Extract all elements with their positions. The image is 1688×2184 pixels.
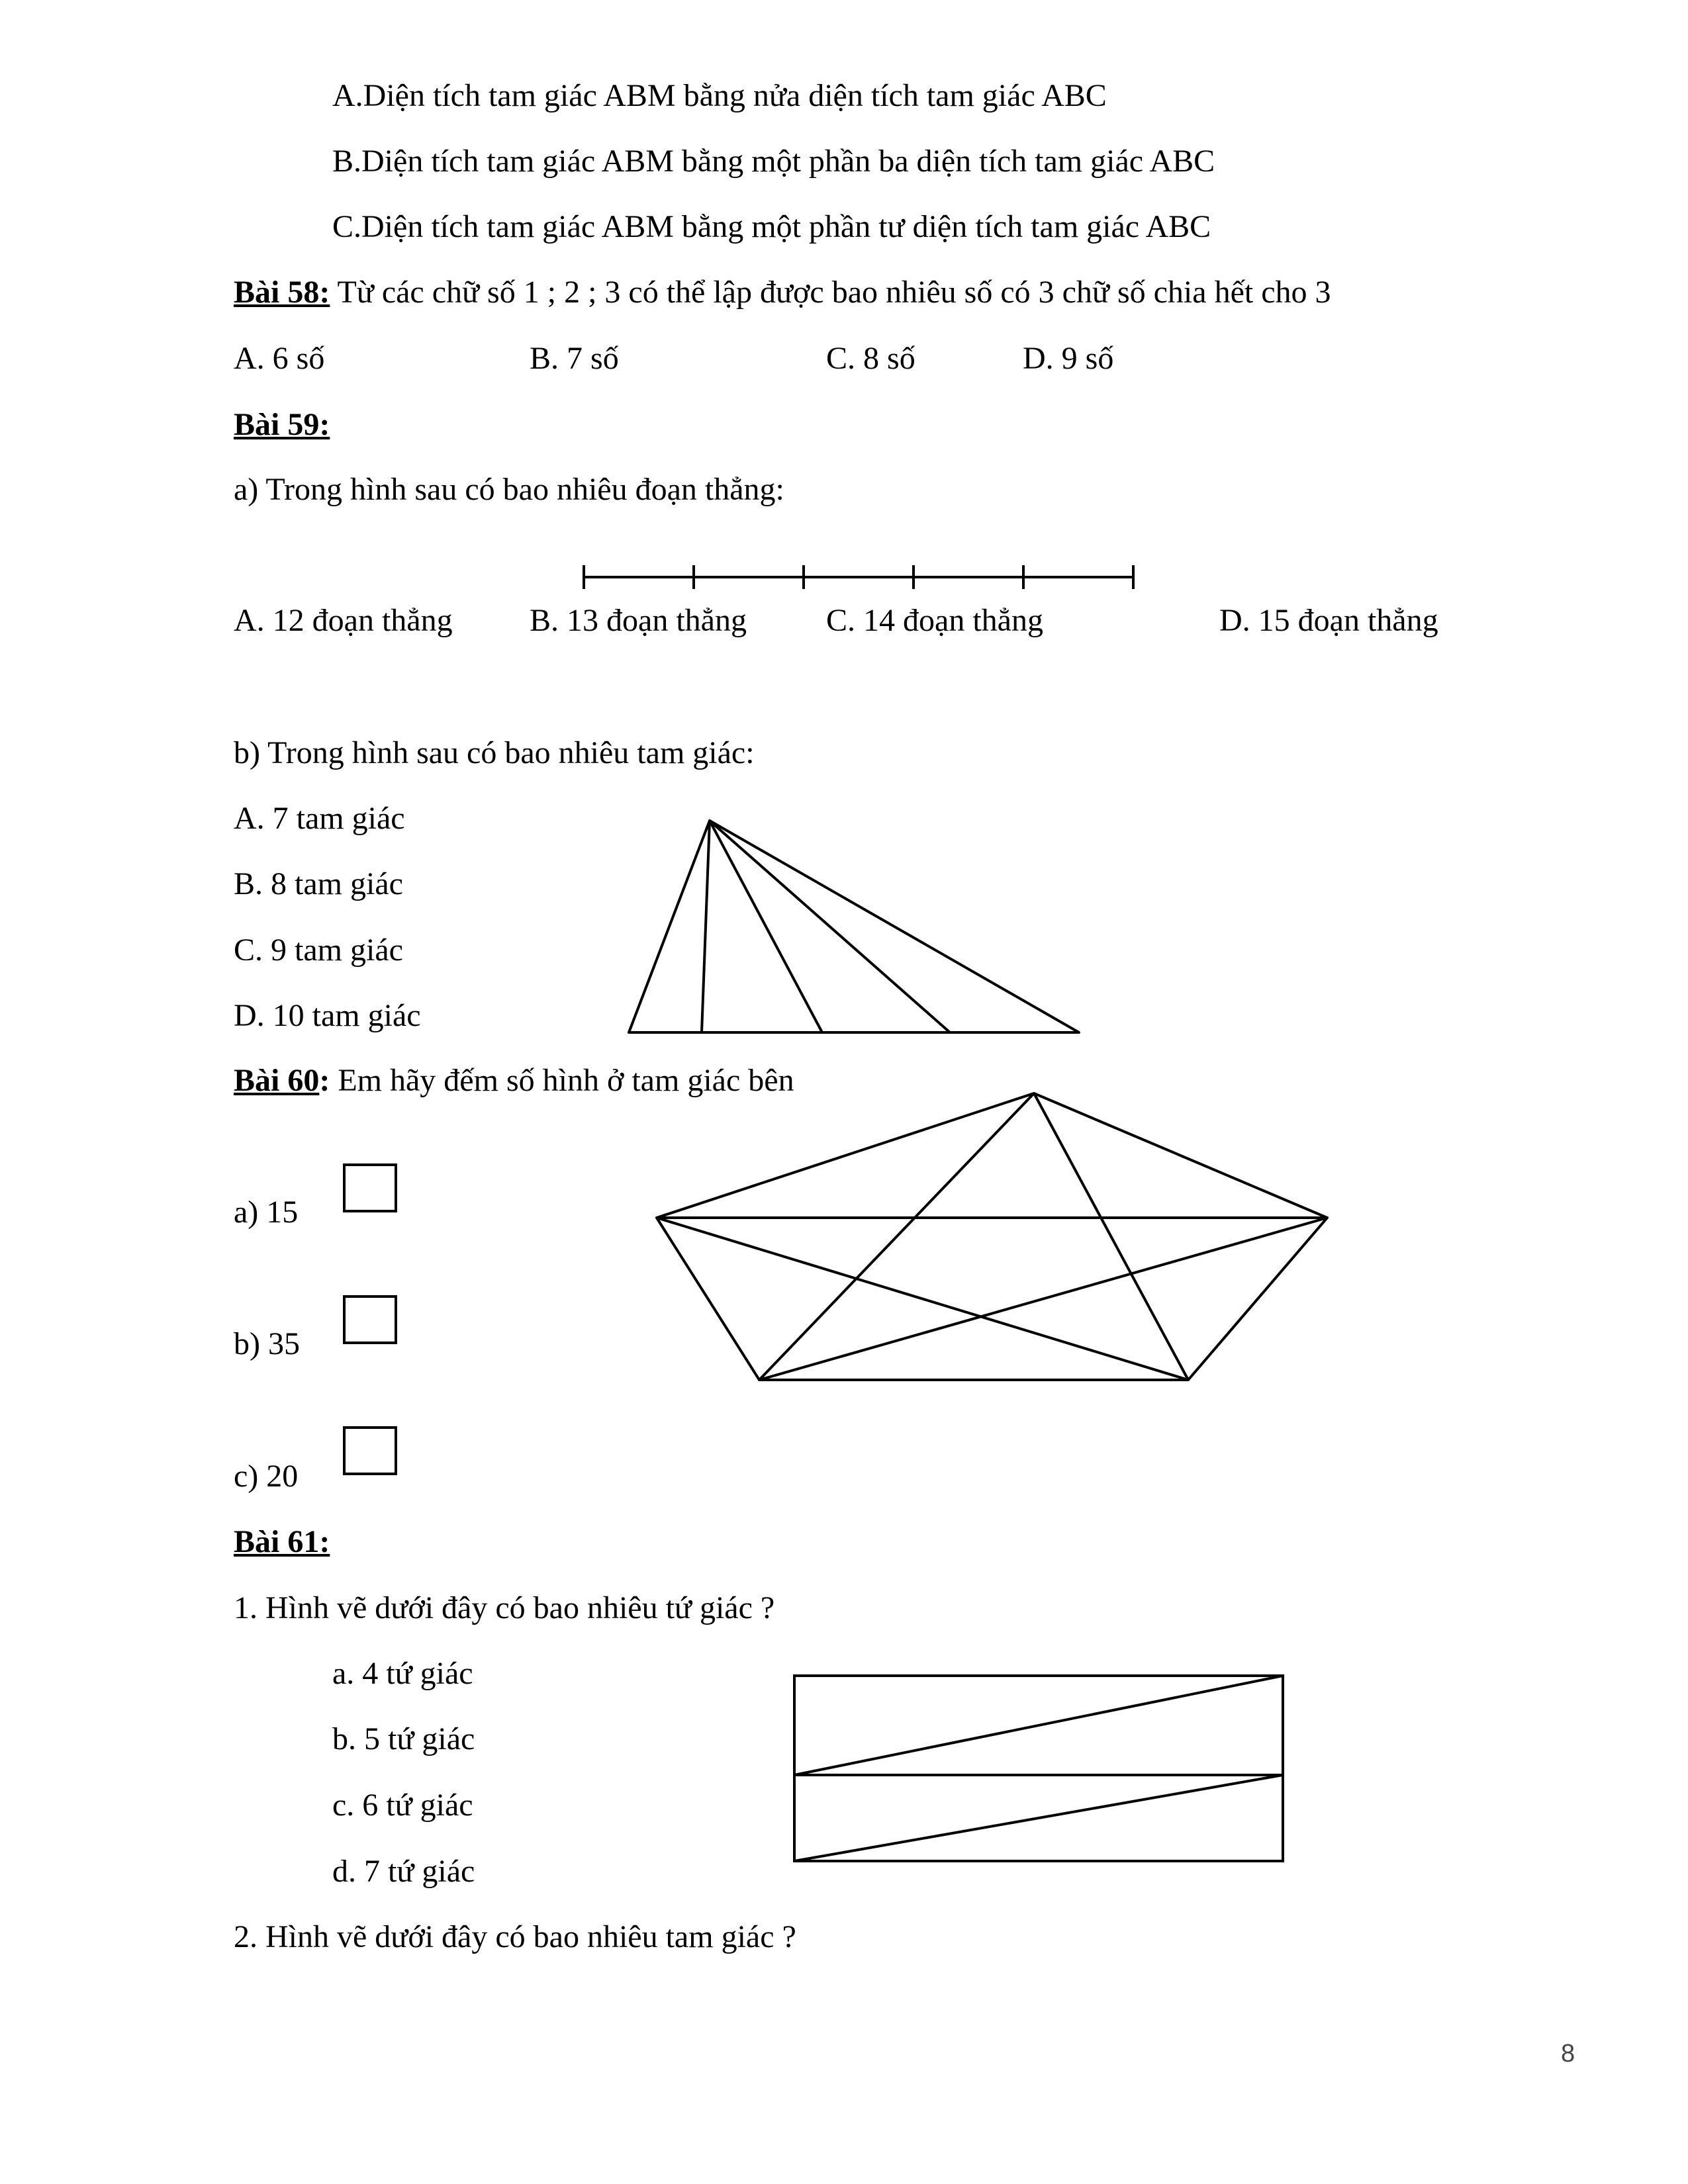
rectangle-outline [794, 1676, 1283, 1861]
bai59-a-option-b: B. 13 đoạn thẳng [530, 603, 747, 638]
bai59-a-option-a: A. 12 đoạn thẳng [234, 603, 453, 638]
page-number: 8 [1561, 2040, 1575, 2068]
bai61-q1-option-a: a. 4 tứ giác [332, 1656, 473, 1691]
bai58-option-d: D. 9 số [1023, 341, 1114, 376]
bai60-label: Bài 60 [234, 1063, 320, 1098]
bai60-colon: : [319, 1063, 330, 1098]
bai58-label: Bài 58: [234, 275, 330, 310]
bai58-option-a: A. 6 số [234, 341, 325, 376]
bai60-option-a: a) 15 [234, 1195, 299, 1230]
bai59-a-question: a) Trong hình sau có bao nhiêu đoạn thẳng: [234, 472, 784, 507]
bai61-q1-option-c: c. 6 tứ giác [332, 1788, 473, 1823]
bai61-q2: 2. Hình vẽ dưới đây có bao nhiêu tam giác ? [234, 1919, 796, 1954]
bai59-label: Bài 59: [234, 407, 330, 442]
bai61-q1: 1. Hình vẽ dưới đây có bao nhiêu tứ giác ? [234, 1590, 775, 1625]
bai61-q1-option-d: d. 7 tứ giác [332, 1854, 475, 1889]
bai59-b-option-c: C. 9 tam giác [234, 933, 403, 968]
bai61-q1-option-b: b. 5 tứ giác [332, 1721, 475, 1756]
bai58-option-c: C. 8 số [826, 341, 915, 376]
bai60-text: Em hãy đếm số hình ở tam giác bên [330, 1063, 794, 1098]
bai61-label: Bài 61: [234, 1524, 330, 1559]
bai59-b-option-d: D. 10 tam giác [234, 998, 421, 1033]
prev-option-a: A.Diện tích tam giác ABM bằng nửa diện tích tam giác ABC [332, 78, 1107, 113]
rectangle-diagonal [794, 1676, 1283, 1775]
rectangle-diagonal [794, 1775, 1283, 1861]
prev-option-b: B.Diện tích tam giác ABM bằng một phần ba diện tích tam giác ABC [332, 144, 1215, 179]
bai60-option-c: c) 20 [234, 1459, 299, 1494]
bai58-option-b: B. 7 số [530, 341, 619, 376]
bai60-option-b: b) 35 [234, 1326, 300, 1361]
prev-option-c: C.Diện tích tam giác ABM bằng một phần tư diện tích tam giác ABC [332, 209, 1211, 244]
bai59-b-option-a: A. 7 tam giác [234, 801, 405, 836]
bai59-b-option-b: B. 8 tam giác [234, 866, 403, 901]
bai59-a-option-d: D. 15 đoạn thẳng [1219, 603, 1438, 638]
bai58-text: Từ các chữ số 1 ; 2 ; 3 có thể lập được bao nhiêu số có 3 chữ số chia hết cho 3 [330, 275, 1331, 310]
bai59-b-question: b) Trong hình sau có bao nhiêu tam giác: [234, 735, 755, 770]
bai59-a-option-c: C. 14 đoạn thẳng [826, 603, 1043, 638]
